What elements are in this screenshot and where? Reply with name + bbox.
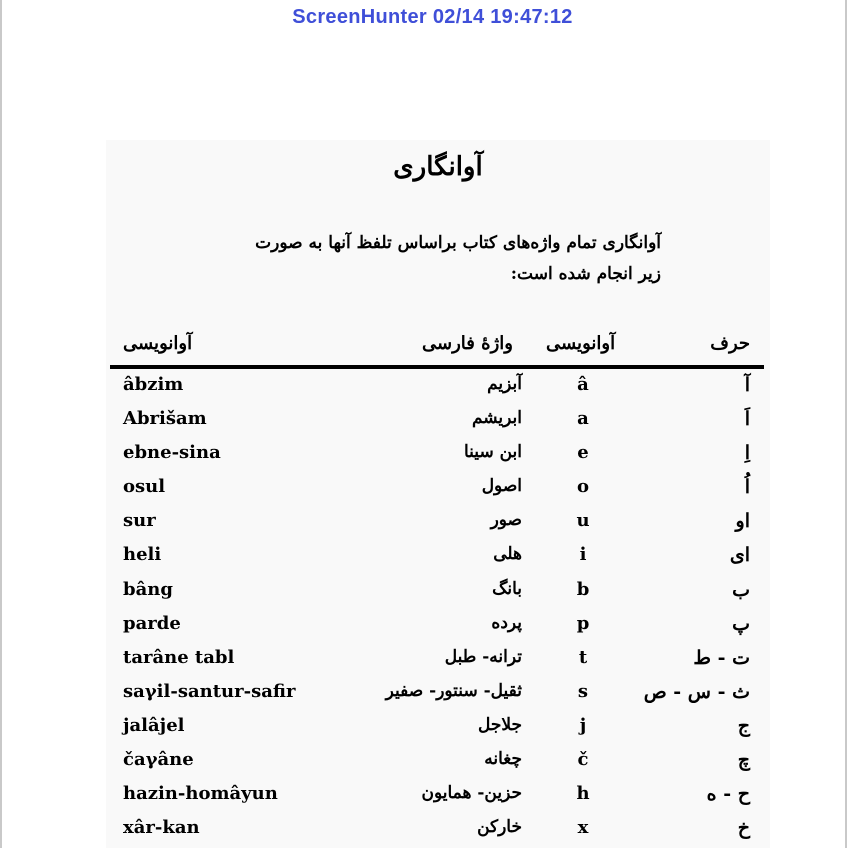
row-persian-word: پرده <box>491 612 522 633</box>
table-row <box>106 508 770 542</box>
row-word-transcription: tarâne tabl <box>123 646 235 668</box>
table-row <box>106 406 770 440</box>
row-persian-word: ابن سینا <box>464 442 522 463</box>
table-header-rule <box>110 365 764 369</box>
row-letter: ت - ط <box>693 646 750 669</box>
row-letter: ج <box>737 714 750 737</box>
row-persian-word: ابریشم <box>471 408 522 429</box>
row-word-transcription: parde <box>123 612 181 634</box>
table-row <box>106 611 770 645</box>
row-word-transcription: heli <box>123 544 162 566</box>
row-transcription: t <box>578 646 588 668</box>
page-title: آوانگاری <box>393 152 483 182</box>
table-row <box>106 440 770 474</box>
transcription-table-body <box>106 372 770 849</box>
intro-line-2: زیر انجام شده است: <box>510 264 661 284</box>
table-row <box>106 542 770 576</box>
row-letter: اِ <box>744 442 750 465</box>
row-letter: پ <box>732 612 750 635</box>
document-page <box>106 140 770 848</box>
row-letter: ب <box>732 578 750 601</box>
intro-line-1: آوانگاری تمام واژه‌های کتاب براساس تلفظ آنها به صورت <box>255 233 661 253</box>
table-row <box>106 645 770 679</box>
row-letter: آ <box>744 374 750 396</box>
screenhunter-watermark: ScreenHunter 02/14 19:47:12 <box>292 6 573 28</box>
row-transcription: a <box>577 408 589 430</box>
header-transcription: آوانویسی <box>546 333 616 354</box>
row-transcription: â <box>577 374 589 395</box>
row-transcription: j <box>579 714 587 736</box>
right-border <box>845 0 847 848</box>
left-border <box>0 0 2 848</box>
row-letter: ث - س - ص <box>643 680 750 703</box>
row-persian-word: جلاجل <box>477 714 522 735</box>
row-persian-word: ثقیل- سنتور- صفیر <box>385 680 522 701</box>
header-letter: حرف <box>710 333 750 354</box>
row-persian-word: حزین- همایون <box>421 783 522 804</box>
table-row <box>106 713 770 747</box>
row-word-transcription: sur <box>123 510 156 532</box>
table-row <box>106 781 770 815</box>
row-letter: چ <box>737 749 750 772</box>
row-persian-word: خارکن <box>477 817 522 838</box>
row-letter: خ <box>737 817 750 840</box>
table-row <box>106 577 770 611</box>
row-transcription: b <box>576 578 590 600</box>
row-word-transcription: hazin-homâyun <box>123 783 278 805</box>
table-row <box>106 474 770 508</box>
row-word-transcription: Abrišam <box>123 408 207 430</box>
row-word-transcription: osul <box>123 476 166 498</box>
row-transcription: i <box>579 544 587 566</box>
row-letter: ح - ه <box>706 783 750 806</box>
table-row <box>106 747 770 781</box>
row-persian-word: چغانه <box>484 749 522 770</box>
row-transcription: u <box>576 510 590 532</box>
row-persian-word: بانگ <box>492 578 522 599</box>
row-word-transcription: bâng <box>123 578 173 600</box>
row-persian-word: آبزیم <box>487 374 522 394</box>
row-word-transcription: âbzim <box>123 374 184 395</box>
row-word-transcription: saγil-santur-safir <box>123 680 296 702</box>
row-transcription: h <box>576 783 590 805</box>
row-transcription: č <box>577 749 589 771</box>
row-transcription: e <box>577 442 589 464</box>
table-row <box>106 372 770 406</box>
row-word-transcription: čaγâne <box>123 749 194 771</box>
row-word-transcription: xâr-kan <box>123 817 200 839</box>
row-transcription: s <box>577 680 589 702</box>
row-word-transcription: jalâjel <box>123 714 185 736</box>
row-letter: اَ <box>744 408 750 431</box>
table-row <box>106 815 770 849</box>
row-persian-word: صور <box>490 510 522 531</box>
row-transcription: o <box>576 476 589 498</box>
row-letter: اُ <box>744 476 750 499</box>
row-transcription: p <box>576 612 590 634</box>
intro-paragraph <box>201 228 661 290</box>
table-row <box>106 679 770 713</box>
row-persian-word: اصول <box>481 476 522 497</box>
row-transcription: x <box>577 817 589 839</box>
row-persian-word: ترانه- طبل <box>444 646 522 667</box>
row-persian-word: هلی <box>493 544 522 565</box>
row-letter: او <box>735 510 750 533</box>
row-word-transcription: ebne-sina <box>123 442 221 464</box>
header-word-transcription: آوانویسی <box>123 333 193 354</box>
row-letter: ای <box>729 544 750 567</box>
header-persian-word: واژهٔ فارسی <box>422 333 513 354</box>
